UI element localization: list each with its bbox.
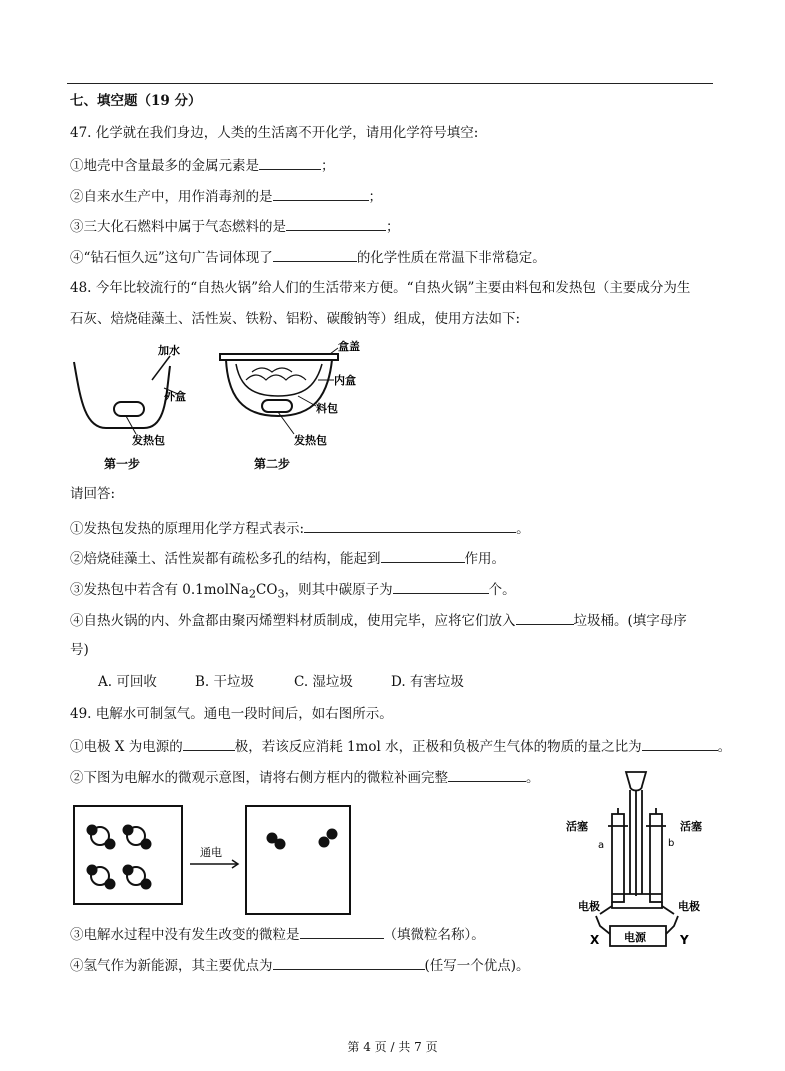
answer-blank[interactable]	[273, 247, 357, 262]
answer-blank[interactable]	[259, 155, 321, 170]
q49-item-2-text: ②下图为电解水的微观示意图，请将右侧方框内的微粒补画完整	[70, 770, 448, 786]
answer-blank[interactable]	[300, 924, 384, 939]
option-b[interactable]: B. 干垃圾	[195, 674, 255, 690]
q49-item-1-mid: 极，若该反应消耗 1mol 水，正极和负极产生气体的物质的量之比为	[234, 739, 642, 755]
hotpot-figure	[66, 336, 360, 476]
q47-stem: 47. 化学就在我们身边，人类的生活离不开化学，请用化学符号填空:	[70, 125, 479, 141]
q47-item-3-text: ③三大化石燃料中属于气态燃料的是	[70, 219, 286, 235]
q49-item-4	[70, 955, 530, 975]
q48-item-3-mid: ，则其中碳原子为	[284, 582, 393, 598]
q49-item-1	[70, 736, 731, 756]
q48-stem-line2: 石灰、焙烧硅藻土、活性炭、铁粉、铝粉、碳酸钠等）组成，使用方法如下:	[70, 311, 521, 327]
step2-diagram	[220, 339, 360, 471]
subscript-2: 2	[248, 587, 257, 601]
q49-item-2-end: 。	[526, 770, 540, 786]
label-tube-a: a	[598, 840, 605, 851]
q49-item-3	[70, 924, 485, 944]
q47-item-1-text: ①地壳中含量最多的金属元素是	[70, 158, 259, 174]
q47-item-2-end: ；	[368, 189, 382, 205]
q49-item-4-end: (任写一个优点)。	[424, 958, 530, 974]
answer-blank[interactable]	[448, 767, 526, 782]
option-d[interactable]: D. 有害垃圾	[391, 674, 464, 690]
q48-item-1-end: 。	[516, 521, 530, 537]
q47-item-3	[70, 216, 400, 236]
q47-item-2-text: ②自来水生产中，用作消毒剂的是	[70, 189, 273, 205]
q48-item-3-end: 个。	[488, 582, 516, 598]
q47-item-1	[70, 155, 335, 175]
answer-blank[interactable]	[183, 736, 235, 751]
label-y: Y	[680, 933, 689, 947]
q49-item-4-text: ④氢气作为新能源，其主要优点为	[70, 958, 273, 974]
label-heat-pack-2: 发热包	[294, 434, 327, 447]
answer-blank[interactable]	[642, 736, 718, 751]
q49-item-3-text: ③电解水过程中没有发生改变的微粒是	[70, 927, 300, 943]
answer-blank[interactable]	[381, 548, 465, 563]
q47-item-4-text: ④“钻石恒久远”这句广告词体现了	[70, 250, 273, 266]
caption-step2: 第二步	[254, 457, 291, 471]
q48-item-4-text: ④自热火锅的内、外盒都由聚丙烯塑料材质制成，使用完毕，应将它们放入	[70, 613, 516, 629]
answer-blank[interactable]	[516, 610, 574, 625]
before-box	[74, 806, 182, 904]
product-particles	[267, 829, 338, 850]
label-x: X	[590, 933, 600, 947]
q48-item-1-text: ①发热包发热的原理用化学方程式表示:	[70, 521, 305, 537]
answer-blank[interactable]	[304, 518, 516, 533]
q49-item-1-end: 。	[717, 739, 732, 755]
section-title: 七、填空题（19 分）	[70, 93, 202, 109]
answer-blank[interactable]	[393, 579, 489, 594]
q48-prompt: 请回答:	[70, 486, 116, 502]
electrolysis-apparatus	[560, 766, 710, 950]
answer-blank[interactable]	[286, 216, 386, 231]
answer-blank[interactable]	[273, 955, 425, 970]
water-molecules	[88, 826, 151, 889]
q48-item-2	[70, 548, 505, 568]
q47-item-3-end: ；	[386, 219, 400, 235]
q48-item-3-text: ③发热包中若含有 0.1molNa	[70, 582, 249, 598]
q47-item-1-end: ；	[321, 158, 335, 174]
q48-item-2-end: 作用。	[464, 551, 505, 567]
after-box[interactable]	[246, 806, 350, 914]
label-power-source: 电源	[624, 931, 646, 944]
q48-item-1	[70, 518, 530, 538]
subscript-3: 3	[277, 587, 285, 601]
label-add-water: 加水	[158, 344, 180, 357]
q49-item-1-text: ①电极 X 为电源的	[70, 739, 183, 755]
option-c[interactable]: C. 湿垃圾	[294, 674, 353, 690]
option-a[interactable]: A. 可回收	[98, 674, 157, 690]
q48-stem-line1: 48. 今年比较流行的“自热火锅”给人们的生活带来方便。“自热火锅”主要由料包和发热包（主要成分为生	[70, 280, 691, 296]
arrow-label: 通电	[200, 846, 222, 859]
formula-co: CO	[256, 582, 278, 598]
page-footer: 第 4 页 / 共 7 页	[347, 1040, 438, 1054]
q47-item-4-end: 的化学性质在常温下非常稳定。	[356, 250, 546, 266]
step1-diagram	[74, 343, 186, 471]
label-electrode-right: 电极	[678, 900, 700, 913]
label-stopcock-right: 活塞	[680, 820, 702, 833]
q49-item-3-end: （填微粒名称）。	[383, 927, 485, 943]
q48-item-4-cont: 号)	[70, 642, 89, 658]
label-tube-b: b	[668, 838, 675, 849]
header-rule	[67, 83, 713, 84]
label-lid: 盒盖	[338, 340, 360, 353]
label-heat-pack-1: 发热包	[132, 434, 165, 447]
answer-blank[interactable]	[273, 186, 369, 201]
q48-item-4-end: 垃圾桶。(填字母序	[573, 613, 687, 629]
q48-item-4	[70, 610, 687, 630]
electrolysis-micro-diagram	[66, 800, 366, 918]
q48-item-3	[70, 579, 516, 604]
label-stopcock-left: 活塞	[566, 820, 588, 833]
label-inner-box: 内盒	[334, 374, 356, 387]
q49-item-2	[70, 767, 540, 787]
label-electrode-left: 电极	[578, 900, 600, 913]
caption-step1: 第一步	[104, 457, 141, 471]
q48-options	[98, 673, 464, 691]
q48-item-2-text: ②焙烧硅藻土、活性炭都有疏松多孔的结构，能起到	[70, 551, 381, 567]
label-food-pack: 料包	[316, 402, 338, 415]
q49-stem: 49. 电解水可制氢气。通电一段时间后，如右图所示。	[70, 706, 393, 722]
q47-item-4	[70, 247, 546, 267]
q47-item-2	[70, 186, 382, 206]
label-outer-box: 外盒	[164, 390, 186, 403]
